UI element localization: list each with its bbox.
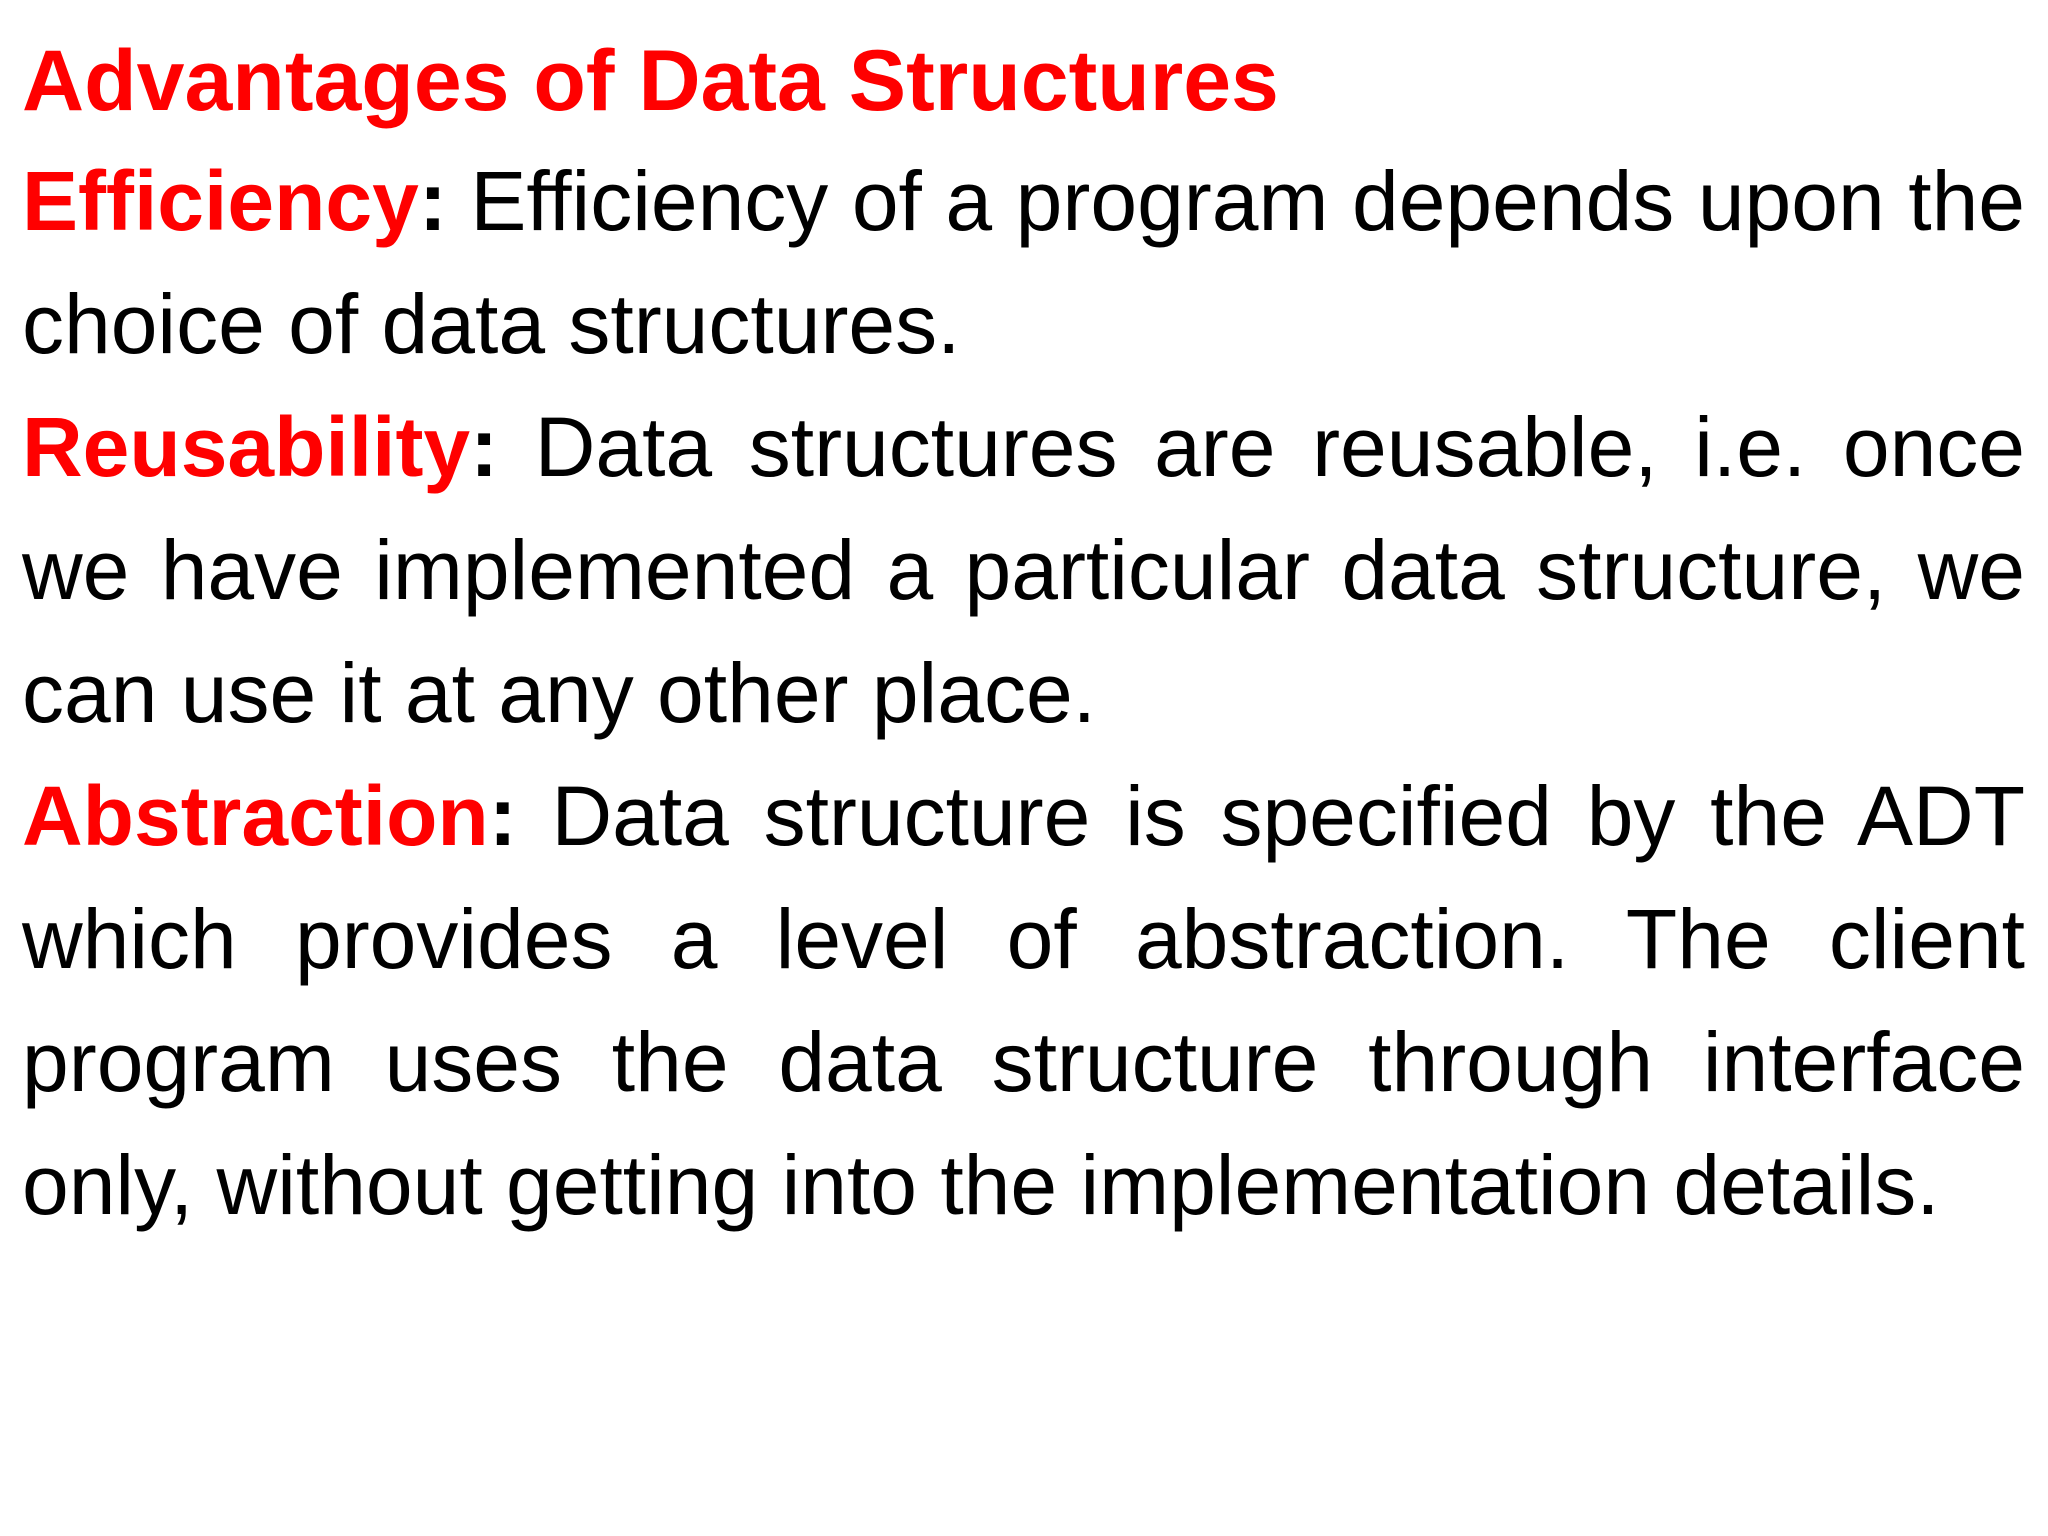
slide-title: Advantages of Data Structures: [22, 33, 1279, 129]
point-separator: :: [418, 154, 447, 248]
point-text: Data structures are reusable, i.e. once we have implemented a particular data structure, we can use it at any other place.: [22, 400, 2026, 740]
point-term: Abstraction: [22, 769, 489, 863]
point-text: Data structure is specified by the ADT which provides a level of abstraction. The client program uses the data structure through interface only, without getting into the implementation details.: [22, 769, 2026, 1232]
point-efficiency: [22, 140, 2025, 386]
point-reusability: [22, 386, 2025, 755]
slide: [22, 22, 2025, 1247]
point-separator: :: [488, 769, 517, 863]
point-term: Reusability: [22, 400, 471, 494]
point-separator: :: [470, 400, 499, 494]
point-term: Efficiency: [22, 154, 419, 248]
point-abstraction: [22, 755, 2025, 1247]
point-text: Efficiency of a program depends upon the choice of data structures.: [22, 154, 2026, 371]
